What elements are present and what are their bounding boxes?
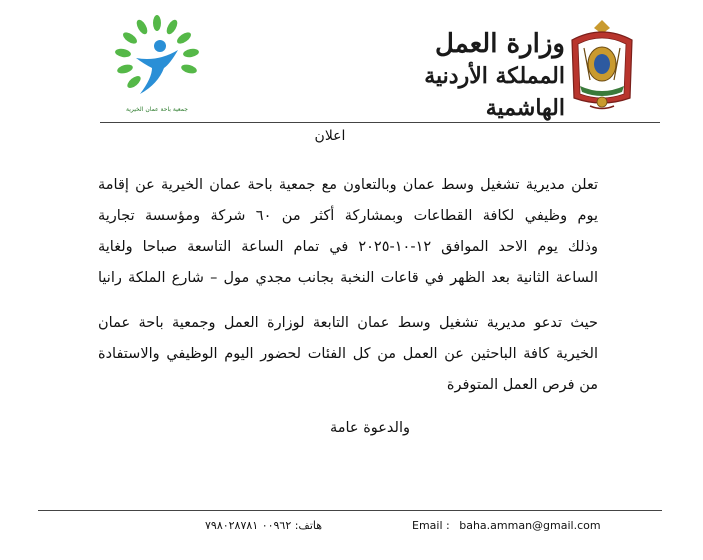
ministry-name	[380, 28, 565, 121]
announcement-title: اعلان	[314, 128, 346, 144]
ministry-name-line2: المملكة الأردنية الهاشمية	[424, 63, 565, 121]
header-divider	[100, 122, 660, 123]
paragraph-1-line-1: تعلن مديرية تشغيل وسط عمان وبالتعاون مع جمعية باحة عمان الخيرية عن إقامة	[98, 177, 598, 193]
paragraph-1-line-3: وذلك يوم الاحد الموافق ١٢-١٠-٢٠٢٥ في تمام الساعة التاسعة صباحا ولغاية	[98, 239, 598, 255]
footer-email	[412, 519, 612, 532]
announcement-paragraph-2	[98, 308, 598, 401]
paragraph-2-line-3: من فرص العمل المتوفرة	[446, 377, 598, 393]
footer-divider	[38, 510, 662, 511]
paragraph-2-line-2: الخيرية كافة الباحثين عن العمل من كل الفئات لحضور اليوم الوظيفي والاستفادة	[98, 346, 598, 362]
paragraph-1-line-4: الساعة الثانية بعد الظهر في قاعات النخبة بجانب مجدي مول – شارع الملكة رانيا	[98, 270, 598, 286]
paragraph-1-line-2: يوم وظيفي لكافة القطاعات وبمشاركة أكثر من ٦٠ شركة ومؤسسة تجارية	[98, 208, 598, 224]
footer-phone: هاتف: ٠٠٩٦٢ ٧٩٨٠٢٨٧٨١	[205, 519, 323, 532]
charity-name: جمعية باحة عمان الخيرية	[126, 106, 188, 113]
email-label: Email :	[412, 519, 450, 532]
email-address[interactable]: baha.amman@gmail.com	[459, 519, 601, 532]
royal-emblem-icon	[566, 14, 638, 112]
ministry-name-line1: وزارة العمل	[435, 29, 565, 59]
paragraph-2-line-1: حيث تدعو مديرية تشغيل وسط عمان التابعة لوزارة العمل وجمعية باحة عمان	[98, 315, 598, 331]
announcement-paragraph-1	[98, 170, 598, 294]
leaf-person-logo-icon	[112, 14, 202, 100]
letterhead	[0, 0, 703, 122]
closing-text: والدعوة عامة	[329, 420, 410, 436]
